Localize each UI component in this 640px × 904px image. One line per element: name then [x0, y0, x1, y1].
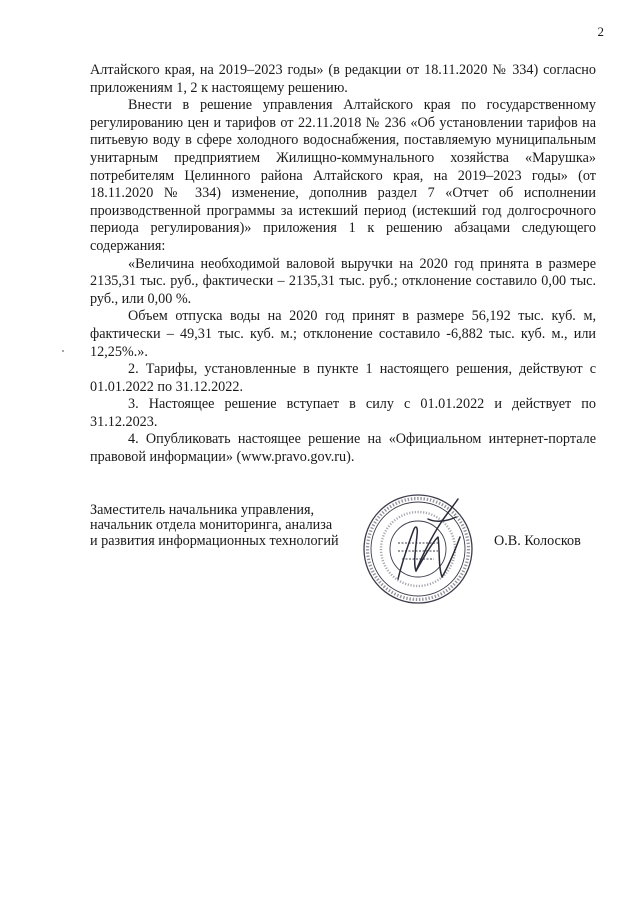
signer-title-line: и развития информационных технологий [90, 532, 339, 549]
signature-block [90, 503, 590, 613]
signer-title [90, 503, 339, 549]
signer-title-line: начальник отдела мониторинга, анализа [90, 517, 333, 534]
signer-name: О.В. Колосков [494, 533, 581, 549]
page-number: 2 [597, 24, 604, 39]
paragraph-continuation: Алтайского края, на 2019–2023 годы» (в редакции от 18.11.2020 № 334) согласно приложениям 1, 2 к настоящему решению. [90, 62, 596, 96]
paragraph-amendment: Внести в решение управления Алтайского края по государственному регулированию цен и тарифов от 22.11.2018 № 236 «Об установлении тарифов на питьевую воду в сфере холодного водоснабжения, поставляемую муниципальным унитарным предприятием Жилищно-коммунального хозяйства «Марушка» потребителям Целинного района Алтайского края, на 2019–2023 годы» (от 18.11.2020 № 334) изменение, дополнив раздел 7 «Отчет об исполнении производственной программы за истекший период (истекший год долгосрочного периода регулирования)» приложения 1 к решению абзацами следующего содержания: [90, 97, 596, 254]
official-seal-icon [358, 483, 488, 613]
signer-title-line: Заместитель начальника управления, [90, 502, 315, 518]
paragraph-publication: 4. Опубликовать настоящее решение на «Официальном интернет-портале правовой информации» (www.pravo.gov.ru). [90, 431, 596, 466]
paragraph-water-volume: Объем отпуска воды на 2020 год принят в размере 56,192 тыс. куб. м, фактически – 49,31 тыс. куб. м.; отклонение составило -6,882 тыс. куб. м., или 12,25%.». [90, 308, 596, 360]
paragraph-tariff-period: 2. Тарифы, установленные в пункте 1 настоящего решения, действуют с 01.01.2022 по 31.12.2022. [90, 361, 596, 395]
paragraph-revenue: «Величина необходимой валовой выручки на 2020 год принята в размере 2135,31 тыс. руб., фактически – 2135,31 тыс. руб.; отклонение составило 0,00 тыс. руб., или 0,00 %. [90, 255, 596, 307]
margin-mark [62, 350, 64, 352]
document-body [90, 62, 596, 467]
paragraph-effective-date: 3. Настоящее решение вступает в силу с 01.01.2022 и действует по 31.12.2023. [90, 396, 596, 430]
handwritten-signature-icon [398, 499, 460, 579]
